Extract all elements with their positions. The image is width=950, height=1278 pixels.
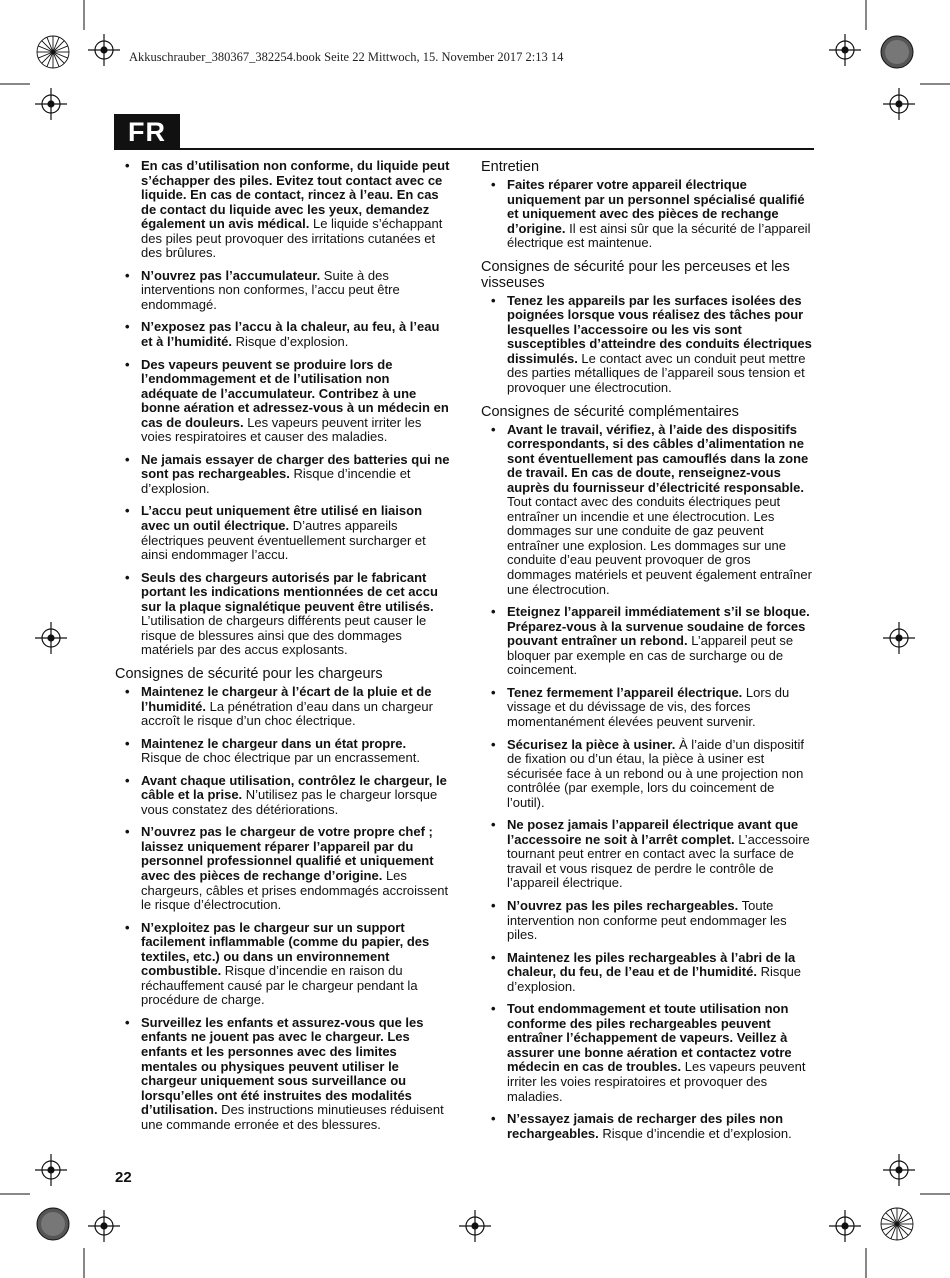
item-bold-text: Maintenez le chargeur dans un état propre.: [141, 735, 407, 751]
drill-safety-list: [481, 294, 814, 396]
list-item: [115, 1016, 450, 1132]
section-heading-maintenance: Entretien: [481, 159, 540, 175]
item-text: L’appareil peut se bloquer par exemple en cas de surcharge ou de coincement.: [507, 633, 794, 678]
list-item: [115, 737, 450, 766]
list-item: [115, 825, 450, 912]
item-bold-text: N’ouvrez pas l’accumulateur.: [141, 267, 321, 283]
registration-mark-icon: [35, 622, 67, 654]
charger-safety-list: [115, 685, 450, 1132]
list-item: [115, 453, 450, 497]
item-text: Risque d’explosion.: [232, 334, 349, 350]
item-bold-text: Seuls des chargeurs autorisés par le fabricant portant les indications mentionnées de cet accu sur la plaque signalétique peuvent être utilisés.: [141, 569, 438, 614]
list-item: [481, 738, 814, 811]
registration-mark-icon: [883, 622, 915, 654]
item-text: Il est ainsi sûr que la sécurité de l’appareil électrique est maintenue.: [507, 220, 811, 251]
list-item: [115, 504, 450, 562]
grey-target-icon: [37, 1208, 69, 1240]
item-text: N’utilisez pas le chargeur lorsque vous constatez des détériorations.: [141, 787, 438, 817]
item-text: L’accessoire tournant peut entrer en contact avec la surface de travail et vous risquez de perdre le contrôle de l’appareil électrique.: [507, 831, 810, 891]
additional-safety-list: [481, 423, 814, 1142]
section-heading-chargers: Consignes de sécurité pour les chargeurs: [115, 665, 383, 682]
battery-safety-list: [115, 159, 450, 658]
item-bold-text: Faites réparer votre appareil électrique uniquement par un personnel spécialisé qualifié et uniquement avec des pièces de rechange d’origine.: [507, 177, 805, 236]
item-bold-text: Tenez fermement l’appareil électrique.: [507, 684, 743, 700]
list-item: [115, 921, 450, 1008]
maintenance-list: [481, 178, 814, 251]
list-item: [481, 294, 814, 396]
section-heading-additional: Consignes de sécurité complémentaires: [481, 403, 739, 420]
item-text: À l’aide d’un dispositif de fixation ou d’un étau, la pièce à usiner est sécurisée face à un rebond ou à une projection non contrôlée (par exemple, lors du coincement de l’outil).: [507, 736, 805, 810]
item-bold-text: Eteignez l’appareil immédiatement s’il se bloque. Préparez-vous à la survenue soudaine de forces pouvant entraîner un rebond.: [507, 604, 810, 649]
item-text: Risque d’incendie et d’explosion.: [141, 466, 411, 496]
item-bold-text: N’ouvrez pas les piles rechargeables.: [507, 897, 739, 913]
list-item: [481, 686, 814, 730]
registration-mark-icon: [35, 1154, 67, 1186]
section-heading-drills: Consignes de sécurité pour les perceuses et les visseuses: [481, 258, 790, 291]
item-text: Lors du vissage et du dévissage de vis, des forces momentanément élevées peuvent survenir.: [507, 684, 790, 729]
registration-mark-icon: [829, 1210, 861, 1242]
left-column: [115, 159, 450, 1140]
item-bold-text: N’exposez pas l’accu à la chaleur, au feu, à l’eau et à l’humidité.: [141, 319, 440, 350]
item-text: Risque d’incendie et d’explosion.: [598, 1125, 792, 1141]
list-item: [481, 951, 814, 995]
book-header-line: Akkuschrauber_380367_382254.book Seite 22 Mittwoch, 15. November 2017 2:13 14: [129, 50, 564, 64]
item-text: L’utilisation de chargeurs différents peut causer le risque de blessures ainsi que des dommages matériels par des accus explosants.: [141, 613, 427, 658]
item-bold-text: Maintenez les piles rechargeables à l’abri de la chaleur, du feu, de l’eau et de l’humidité.: [507, 949, 796, 980]
list-item: [481, 178, 814, 251]
item-text: Suite à des interventions non conformes, l’accu peut être endommagé.: [141, 267, 400, 312]
item-text: Risque de choc électrique par un encrassement.: [141, 750, 420, 766]
item-bold-text: Ne jamais essayer de charger des batteries qui ne sont pas rechargeables.: [141, 451, 450, 482]
item-text: Toute intervention non conforme peut endommager les piles.: [507, 897, 787, 943]
item-text: Les chargeurs, câbles et prises endommagés accroissent le risque d’électrocution.: [141, 867, 449, 913]
registration-mark-icon: [883, 1154, 915, 1186]
list-item: [481, 899, 814, 943]
page-number: 22: [115, 1169, 132, 1186]
list-item: [115, 358, 450, 445]
list-item: [481, 423, 814, 598]
list-item: [115, 269, 450, 313]
item-bold-text: Sécurisez la pièce à usiner.: [507, 736, 676, 752]
star-target-icon: [881, 1208, 913, 1240]
registration-mark-icon: [883, 88, 915, 120]
list-item: [481, 1112, 814, 1141]
registration-mark-icon: [88, 34, 120, 66]
item-text: Risque d’incendie en raison du réchauffement causé par le chargeur pendant la procédure de charge.: [141, 963, 418, 1008]
item-text: La pénétration d’eau dans un chargeur accroît le risque d’un choc électrique.: [141, 698, 433, 729]
list-item: [481, 818, 814, 891]
item-text: Le liquide s’échappant des piles peut provoquer des irritations cutanées et des brûlures.: [141, 216, 443, 261]
right-column: [481, 159, 814, 1149]
item-bold-text: N’essayez jamais de recharger des piles non rechargeables.: [507, 1111, 784, 1141]
item-text: Les vapeurs peuvent irriter les voies respiratoires et provoquer des maladies.: [507, 1059, 806, 1104]
item-bold-text: Des vapeurs peuvent se produire lors de l’endommagement et de l’utilisation non adéquate de l’accumulateur. Contribez à une bonne aération et adressez-vous à un médecin en cas de douleurs.: [141, 356, 449, 430]
item-text: Des instructions minutieuses réduisent une commande erronée et des blessures.: [141, 1102, 444, 1132]
registration-mark-icon: [35, 88, 67, 120]
item-bold-text: Maintenez le chargeur à l’écart de la pluie et de l’humidité.: [141, 683, 432, 714]
item-bold-text: Avant le travail, vérifiez, à l’aide des dispositifs correspondants, si des câbles d’alimentation ne sont éventuellement pas camouflés dans la zone de travail. En cas de doute, renseignez-vous auprès du fournisseur d’électricité responsable.: [507, 421, 809, 495]
item-bold-text: Surveillez les enfants et assurez-vous que les enfants ne jouent pas avec le chargeur. Les enfants et les personnes avec des limites mentales ou physiques peuvent utiliser le chargeur uniquement sous surveillance ou lorsqu’elles ont été instruites des modalités d’utilisation.: [141, 1014, 424, 1118]
list-item: [115, 320, 450, 349]
item-bold-text: N’ouvrez pas le chargeur de votre propre chef ; laissez uniquement réparer l’appareil par du personnel professionnel qualifié et uniquement avec des pièces de rechange d’origine.: [141, 824, 434, 883]
item-text: Le contact avec un conduit peut mettre des parties métalliques de l’appareil sous tension et provoquer une électrocution.: [507, 350, 806, 396]
language-badge: FR: [114, 114, 180, 150]
registration-mark-icon: [88, 1210, 120, 1242]
item-bold-text: L’accu peut uniquement être utilisé en liaison avec un outil électrique.: [141, 503, 423, 534]
item-text: Risque d’explosion.: [507, 964, 802, 994]
item-bold-text: Tenez les appareils par les surfaces isolées des poignées lorsque vous réalisez des tâches pour lesquelles l’accessoire ou les vis sont susceptibles d’atteindre des conduits électriques dissimulés.: [507, 292, 812, 366]
list-item: [115, 159, 450, 261]
registration-mark-icon: [829, 34, 861, 66]
item-bold-text: Tout endommagement et toute utilisation non conforme des piles rechargeables peuvent entraîner l’échappement de vapeurs. Veillez à assurer une bonne aération et contactez votre médecin en cas de troubles.: [507, 1001, 792, 1075]
item-bold-text: En cas d’utilisation non conforme, du liquide peut s’échapper des piles. Evitez tout contact avec ce liquide. En cas de contact, rincez à l’eau. En cas de contact du liquide avec les yeux, demandez également un avis médical.: [141, 158, 450, 232]
item-text: Les vapeurs peuvent irriter les voies respiratoires et causer des maladies.: [141, 414, 422, 445]
item-bold-text: N’exploitez pas le chargeur sur un support facilement inflammable (comme du papier, des textiles, etc.) ou dans un environnement combustible.: [141, 919, 430, 979]
list-item: [115, 685, 450, 729]
item-bold-text: Avant chaque utilisation, contrôlez le chargeur, le câble et la prise.: [141, 772, 447, 803]
item-text: D’autres appareils électriques peuvent éventuellement surcharger et ainsi endommager l’accu.: [141, 518, 426, 563]
list-item: [115, 571, 450, 658]
grey-target-icon: [881, 36, 913, 68]
list-item: [115, 774, 450, 818]
star-target-icon: [37, 36, 69, 68]
list-item: [481, 1002, 814, 1104]
list-item: [481, 605, 814, 678]
registration-mark-icon: [459, 1210, 491, 1242]
header-rule: [114, 148, 814, 150]
item-text: Tout contact avec des conduits électriques peut entraîner un incendie et une électrocution. Les dommages sur une conduite de gaz peuvent entraîner une explosion. Les dommages sur une conduite d’eau peuvent provoquer de gros dommages matériels et peuvent également entraîner une électrocution.: [507, 494, 812, 597]
item-bold-text: Ne posez jamais l’appareil électrique avant que l’accessoire ne soit à l’arrêt complet.: [507, 817, 799, 847]
